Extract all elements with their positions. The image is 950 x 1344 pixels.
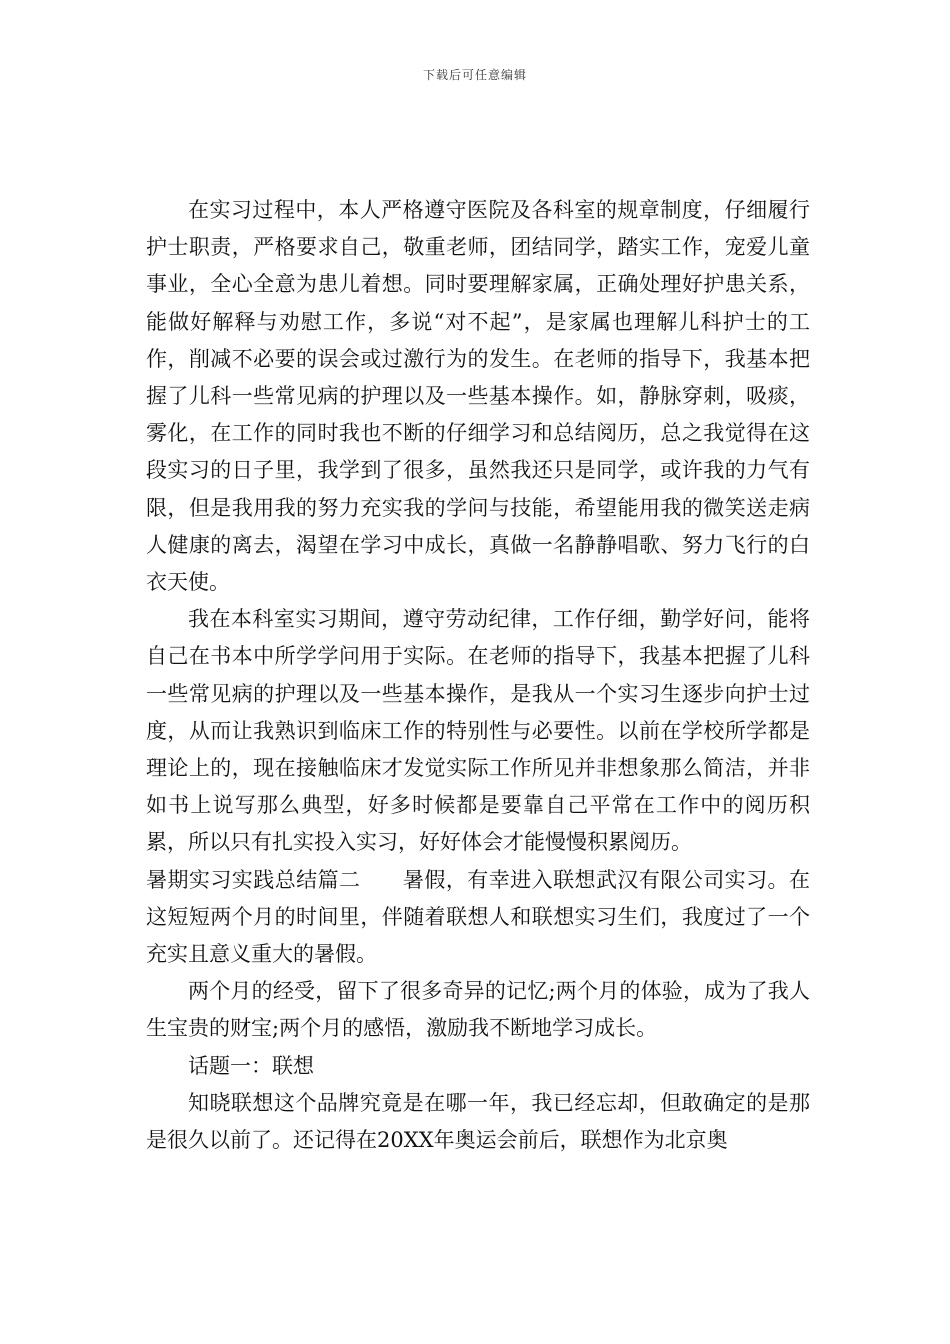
paragraph-two-months: 两个月的经受，留下了很多奇异的记忆;两个月的体验，成为了我人生宝贵的财宝;两个月的感悟，激励我不断地学习成长。 xyxy=(146,979,810,1041)
section-title: 暑期实习实践总结篇二 xyxy=(146,867,361,892)
document-body xyxy=(146,192,810,1159)
paragraph-department-internship: 我在本科室实习期间，遵守劳动纪律，工作仔细，勤学好问，能将自己在书本中所学学问用于实际。在老师的指导下，我基本把握了儿科一些常见病的护理以及一些基本操作，是我从一个实习生逐步向护士过度，从而让我熟识到临床工作的特别性与必要性。以前在学校所学都是理论上的，现在接触临床才发觉实际工作所见并非想象那么简洁，并非如书上说写那么典型，好多时候都是要靠自己平常在工作中的阅历积累，所以只有扎实投入实习，好好体会才能慢慢积累阅历。 xyxy=(146,607,810,855)
section-intro: 暑假，有幸进入联想武汉有限公司实习。在这短短两个月的时间里，伴随着联想人和联想实习生们，我度过了一个充实且意义重大的暑假。 xyxy=(146,867,810,967)
paragraph-lenovo: 知晓联想这个品牌究竟是在哪一年，我已经忘却，但敢确定的是那是很久以前了。还记得在20XX年奥运会前后，联想作为北京奥 xyxy=(146,1090,810,1153)
page-header-note: 下载后可任意编辑 xyxy=(422,68,527,82)
section-paragraph xyxy=(146,862,810,974)
topic-heading: 话题一：联想 xyxy=(188,1053,314,1078)
paragraph-internship-conduct: 在实习过程中，本人严格遵守医院及各科室的规章制度，仔细履行护士职责，严格要求自己，敬重老师，团结同学，踏实工作，宠爱儿童事业，全心全意为患儿着想。同时要理解家属，正确处理好护患关系，能做好解释与劝慰工作，多说“对不起”，是家属也理解儿科护士的工作，削减不必要的误会或过激行为的发生。在老师的指导下，我基本把握了儿科一些常见病的护理以及一些基本操作。如，静脉穿刺，吸痰，雾化，在工作的同时我也不断的仔细学习和总结阅历，总之我觉得在这段实习的日子里，我学到了很多，虽然我还只是同学，或许我的力气有限，但是我用我的努力充实我的学问与技能，希望能用我的微笑送走病人健康的离去，渴望在学习中成长，真做一名静静唱歌、努力飞行的白衣天使。 xyxy=(146,198,810,595)
